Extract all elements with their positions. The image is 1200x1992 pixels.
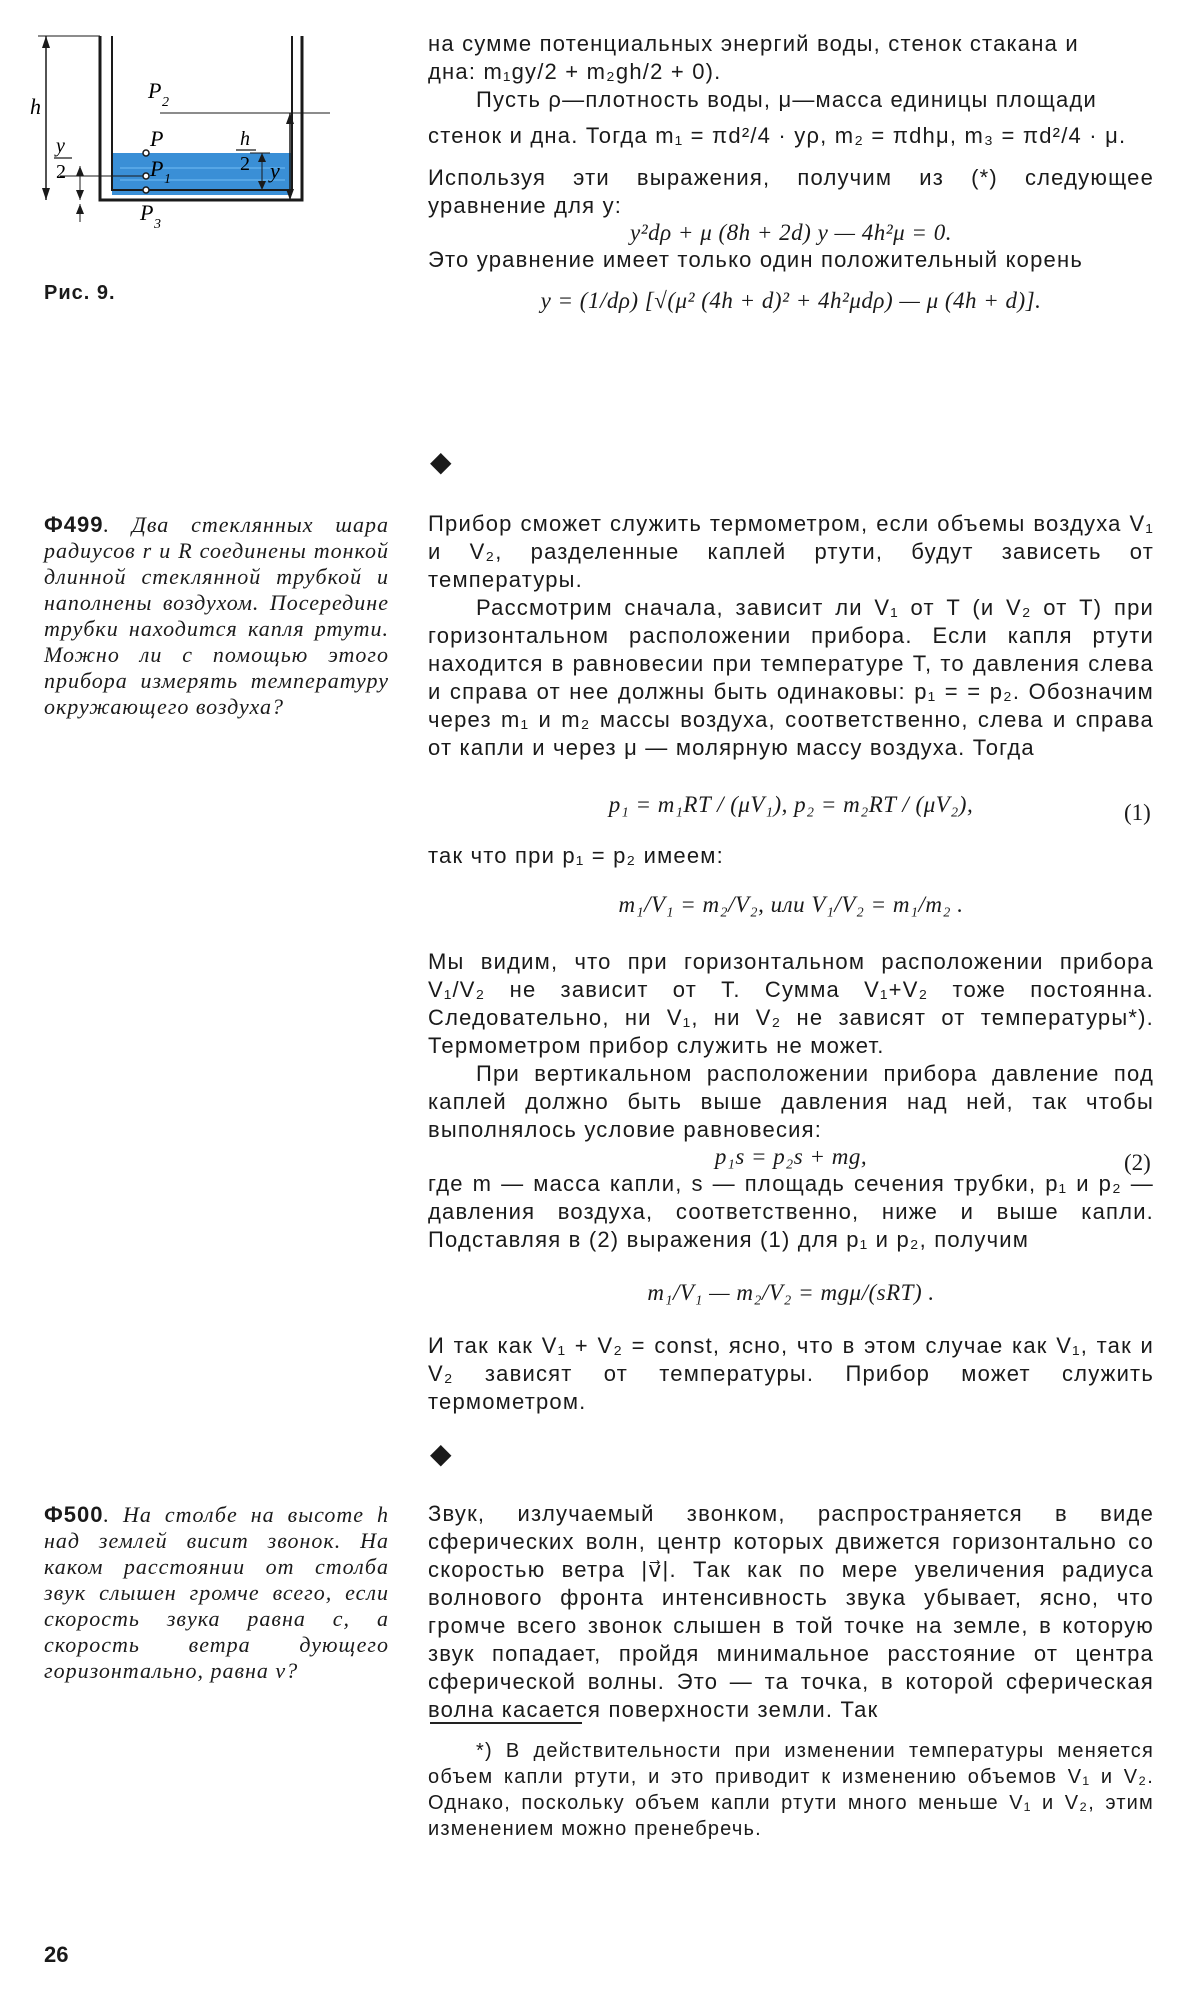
- equation-3: m₁/V₁ — m₂/V₂ = mgμ/(sRT) .: [647, 1280, 935, 1305]
- quadratic-equation: y²dρ + μ (8h + 2d) y — 4h²μ = 0.: [630, 220, 952, 245]
- top-block: [428, 30, 1154, 314]
- sol499-p2: Рассмотрим сначала, зависит ли V₁ от T (и V₂ от T) при горизонтальном расположении прибора. Если капля ртути находится в равновесии при температуре T, то давления слева и справа от нее должны быть одинаковы: p₁ = = p₂. Обозначим через m₁ и m₂ массы воздуха, соответственно, слева и справа от капли и через μ — молярную массу воздуха. Тогда: [428, 595, 1154, 760]
- label-p1-sub: 1: [164, 172, 171, 187]
- sol499-p3: Мы видим, что при горизонтальном расположении прибора V₁/V₂ не зависит от T. Сумма V₁+V₂ тоже постоянна. Следовательно, ни V₁, ни V₂ не зависят от температуры*). Термометром прибор служить не может.: [428, 949, 1154, 1058]
- label-p2: P: [148, 78, 162, 103]
- label-p: P: [150, 126, 164, 151]
- footnote-rule: [430, 1722, 582, 1724]
- label-p3: P: [140, 200, 154, 225]
- problem-500-number: Ф500: [44, 1502, 104, 1527]
- label-y-half-den: 2: [56, 161, 66, 183]
- equation-1: p₁ = m₁RT / (μV₁), p₂ = m₂RT / (μV₂),: [608, 792, 974, 817]
- footnote-text: *) В действительности при изменении температуры меняется объем капли ртути, и это приводит к изменению объемов V₁ и V₂. Однако, поскольку объем капли ртути много меньше V₁ и V₂, этим изменением можно пренебречь.: [428, 1740, 1154, 1840]
- label-p3-sub: 3: [154, 217, 161, 232]
- sol500-p1: Звук, излучаемый звонком, распространяется в виде сферических волн, центр которых движется горизонтально со скоростью ветра |v⃗|. Так как по мере увеличения радиуса волнового фронта интенсивность звука убывает, ясно, что громче всего звонок слышен в той точке на земле, в которую звук попадает, пройдя минимальное расстояние от центра сферической волны. Это — та точка, в которой сферическая волна касается поверхности земли. Так: [428, 1501, 1154, 1722]
- ratio-equation: m₁/V₁ = m₂/V₂, или V₁/V₂ = m₁/m₂ .: [618, 892, 964, 917]
- solution-500: [428, 1500, 1154, 1724]
- problem-499-number: Ф499: [44, 512, 104, 537]
- separator-diamond-2: ◆: [430, 1437, 452, 1470]
- solution-499: [428, 510, 1154, 1416]
- using-text: Используя эти выражения, получим из (*) следующее уравнение для y:: [428, 165, 1154, 218]
- label-p2-sub: 2: [162, 95, 169, 110]
- so-that-text: так что при p₁ = p₂ имеем:: [428, 843, 724, 868]
- problem-500-text: . На столбе на высоте h над землей висит звонок. На каком расстоянии от столба звук слышен громче всего, если скорость звука равна c, а скорость ветра дующего горизонтально, равна v?: [44, 1502, 389, 1683]
- footnote: [428, 1738, 1154, 1842]
- masses-expr: стенок и дна. Тогда m₁ = πd²/4 · yρ, m₂ = πdhμ, m₃ = πd²/4 · μ.: [428, 123, 1127, 148]
- sol499-p1: Прибор сможет служить термометром, если объемы воздуха V₁ и V₂, разделенные каплей ртути, будут зависеть от температуры.: [428, 511, 1154, 592]
- sol499-p6: И так как V₁ + V₂ = const, ясно, что в этом случае как V₁, так и V₂ зависят от температуры. Прибор может служить термометром.: [428, 1333, 1154, 1414]
- page-number: 26: [44, 1942, 69, 1967]
- label-y: y: [270, 158, 280, 183]
- label-h: h: [30, 94, 41, 119]
- separator-diamond-1: ◆: [430, 445, 452, 478]
- sol499-p5: где m — масса капли, s — площадь сечения трубки, p₁ и p₂ — давления воздуха, соответственно, ниже и выше капли. Подставляя в (2) выражения (1) для p₁ и p₂, получим: [428, 1171, 1154, 1252]
- sol499-p4: При вертикальном расположении прибора давление под каплей должно быть выше давления над ней, так чтобы выполнялось условие равновесия:: [428, 1061, 1154, 1142]
- top-line-1: на сумме потенциальных энергий воды, стенок стакана и: [428, 31, 1079, 56]
- problem-499-text: . Два стеклянных шара радиусов r и R соединены тонкой длинной стеклянной трубкой и наполнены воздухом. Посередине трубки находится капля ртути. Можно ли с помощью этого прибора измерять температуру окружающего воздуха?: [44, 512, 389, 719]
- top-line-2: дна: m₁gy/2 + m₂gh/2 + 0).: [428, 59, 722, 84]
- label-y-half-num: y: [56, 135, 65, 157]
- one-root-text: Это уравнение имеет только один положительный корень: [428, 247, 1083, 272]
- density-intro: Пусть ρ—плотность воды, μ—масса единицы площади: [476, 87, 1097, 112]
- root-equation: y = (1/dρ) [√(μ² (4h + d)² + 4h²μdρ) — μ (4h + d)].: [540, 288, 1042, 313]
- water-area: [112, 153, 292, 195]
- equation-1-number: (1): [1124, 800, 1151, 825]
- problem-500: [44, 1502, 389, 1684]
- equation-2: p₁s = p₂s + mg,: [714, 1144, 868, 1169]
- label-p1: P: [150, 156, 164, 181]
- figure-9: [30, 28, 410, 288]
- figure-caption: Рис. 9.: [44, 282, 116, 304]
- label-h-half-den: 2: [240, 153, 250, 175]
- problem-499: [44, 512, 389, 720]
- equation-2-number: (2): [1124, 1150, 1151, 1175]
- label-h-half-num: h: [240, 128, 250, 150]
